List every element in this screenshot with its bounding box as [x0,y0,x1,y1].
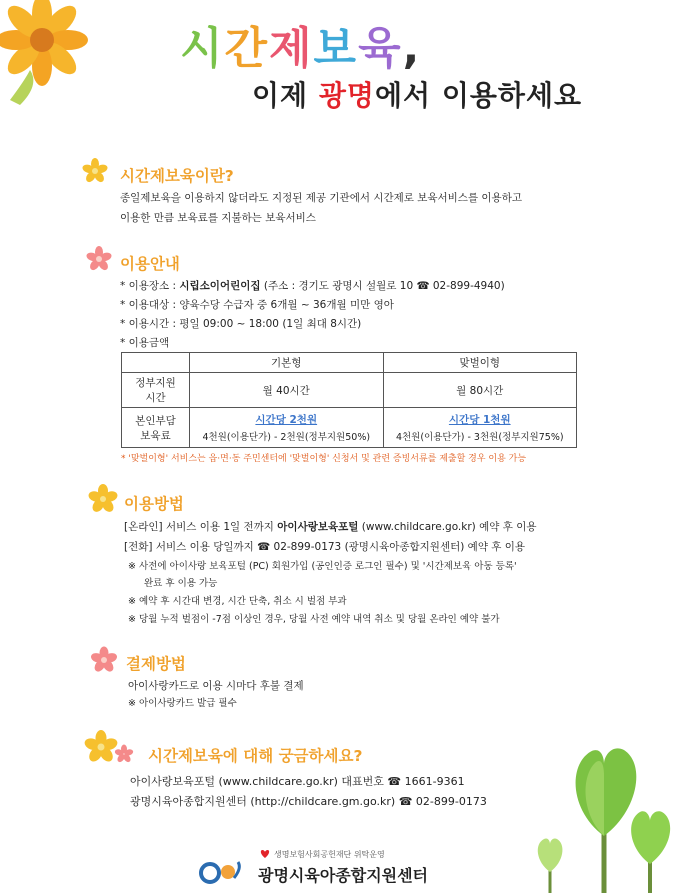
method-note: 완료 후 이용 가능 [144,578,218,589]
dual-income-note: * '맞벌이형' 서비스는 읍·면·동 주민센터에 '맞벌이형' 신청서 및 관련 증빙서류를 제출할 경우 이용 가능 [121,454,527,464]
about-text: 종일제보육을 이용하지 않더라도 지정된 제공 기관에서 시간제로 보육서비스를 이용하고 [120,192,522,204]
title-char: 제 [269,23,314,74]
flower-decoration [0,0,120,115]
yellow-flower-icon [84,730,118,764]
section-title-guide: 이용안내 [120,255,180,273]
guide-place-suffix: (주소 : 경기도 광명시 설월로 10 ☎ 02-899-4940) [260,280,505,292]
fee-table [121,352,577,448]
payment-text: 아이사랑카드로 이용 시마다 후불 결제 [128,680,304,692]
heart-tree-decoration [520,736,680,893]
table-row [122,373,577,408]
footer-sub: 생명보험사회공헌재단 위탁운영 [274,850,385,859]
rate-link[interactable]: 시간당 1천원 [448,414,511,426]
section-title-payment: 결제방법 [126,655,186,673]
table-cell [383,408,577,448]
method-online-suffix: (www.childcare.go.kr) 예약 후 이용 [358,521,537,533]
table-row [122,408,577,448]
method-note: ※ 예약 후 시간대 변경, 시간 단축, 취소 시 벌점 부과 [128,596,347,607]
guide-target: * 이용대상 : 양육수당 수급자 중 6개월 ~ 36개월 미만 영아 [120,299,394,311]
rate-detail: 4천원(이용단가) - 2천원(정부지원50%) [202,432,371,443]
title-char: 시 [180,23,225,74]
guide-place [120,280,505,294]
yellow-flower-icon [82,158,108,184]
guide-time: * 이용시간 : 평일 09:00 ~ 18:00 (1일 최대 8시간) [120,318,362,330]
method-online [124,521,537,535]
pink-flower-icon [114,744,134,764]
rate-link[interactable]: 시간당 2천원 [255,414,318,426]
subtitle-text: 이제 [252,79,319,112]
section-title-method: 이용방법 [124,495,184,513]
contact-line: 아이사랑보육포털 (www.childcare.go.kr) 대표번호 ☎ 1661-9361 [130,775,465,788]
table-row-label: 본인부담 보육료 [122,408,190,448]
table-cell: 월 40시간 [190,373,384,408]
contact-line: 광명시육아종합지원센터 (http://childcare.gm.go.kr) ☎ 02-899-0173 [130,795,487,808]
title-char: 보 [313,23,359,74]
table-cell: 월 80시간 [383,373,577,408]
table-header: 맞벌이형 [383,353,577,373]
center-logo-icon [198,858,246,886]
rate-detail: 4천원(이용단가) - 3천원(정부지원75%) [395,432,564,443]
title-char: 간 [224,23,270,74]
method-portal-name: 아이사랑보육포털 [277,521,359,533]
pink-flower-icon [86,246,112,272]
payment-note: ※ 아이사랑카드 발급 필수 [128,698,237,709]
method-online-prefix: [온라인] 서비스 이용 1일 전까지 [124,521,278,533]
table-header: 기본형 [190,353,384,373]
subtitle-highlight: 광명 [318,79,375,112]
about-text: 이용한 만큼 보육료를 지불하는 보육서비스 [120,212,316,224]
poster-subtitle [252,74,582,114]
title-char: 육 [358,23,403,74]
poster-title [180,12,421,76]
heart-icon [260,849,270,858]
section-title-contact: 시간제보육에 대해 궁금하세요? [148,747,363,765]
table-row-label: 정부지원 시간 [122,373,190,408]
title-char: , [402,23,422,74]
pink-flower-icon [90,646,118,674]
table-cell [190,408,384,448]
method-phone: [전화] 서비스 이용 당일까지 ☎ 02-899-0173 (광명시육아종합지원센터) 예약 후 이용 [124,541,526,553]
footer-org-name: 광명시육아종합지원센터 [258,866,429,885]
method-note: ※ 당월 누적 벌점이 -7점 이상인 경우, 당월 사전 예약 내역 취소 및 당월 온라인 예약 불가 [128,614,500,625]
subtitle-text: 에서 이용하세요 [374,79,583,112]
yellow-flower-icon [88,484,118,514]
table-cell [122,353,190,373]
method-note: ※ 사전에 아이사랑 보육포털 (PC) 회원가입 (공인인증 로그인 필수) 및 '시간제보육 아동 등록' [128,561,517,572]
section-title-about: 시간제보육이란? [120,167,234,185]
guide-fee-label: * 이용금액 [120,337,170,349]
guide-place-prefix: * 이용장소 : [120,280,180,292]
table-row [122,353,577,373]
guide-place-name: 시립소이어린이집 [179,280,261,292]
